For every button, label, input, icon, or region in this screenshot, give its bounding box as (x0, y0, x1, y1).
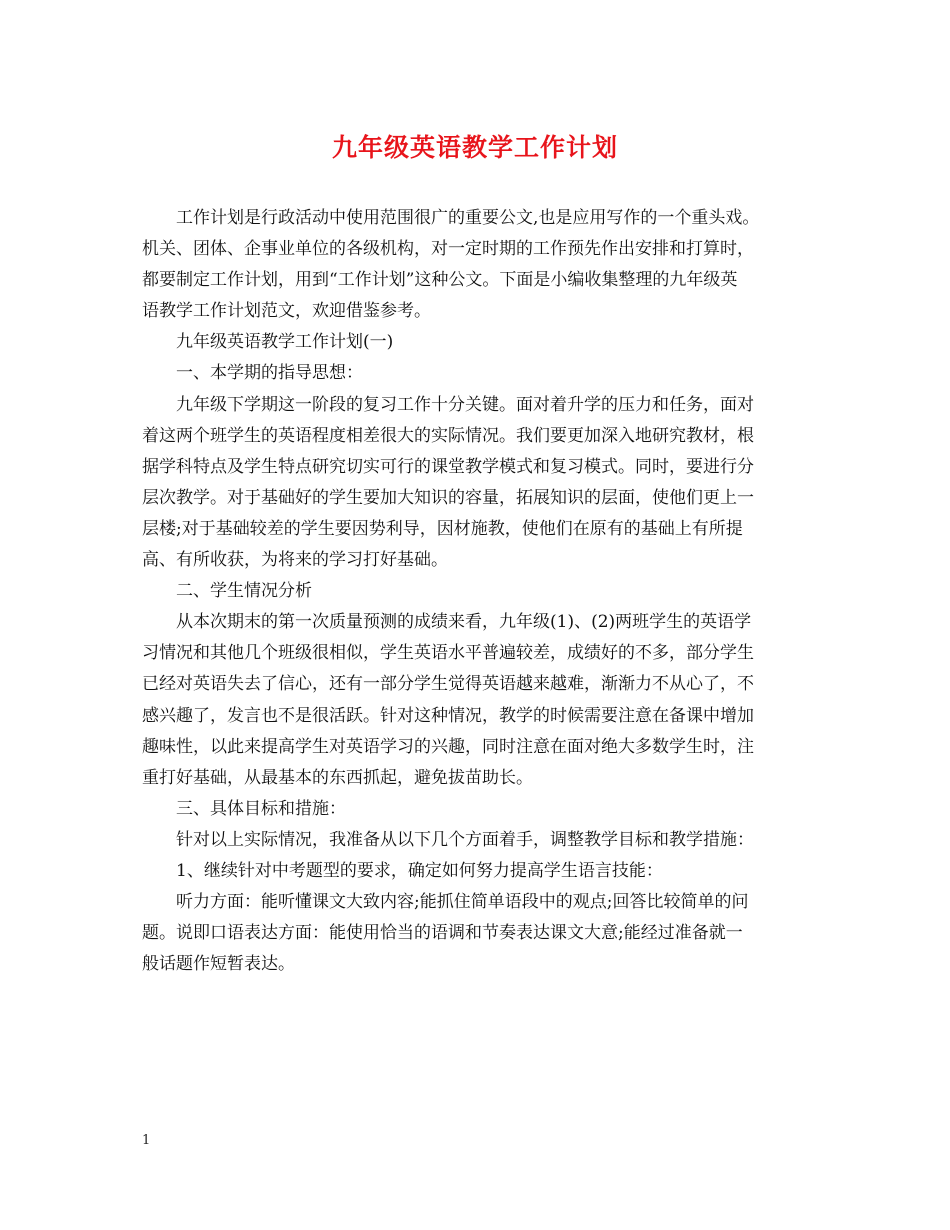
body-line: 题。说即口语表达方面：能使用恰当的语调和节奏表达课文大意;能经过准备就一 (142, 923, 743, 944)
body-line: 一、本学期的指导思想： (176, 363, 363, 384)
body-line: 1、继续针对中考题型的要求，确定如何努力提高学生语言技能： (176, 860, 663, 881)
body-line: 般话题作短暂表达。 (142, 954, 295, 975)
body-line: 趣味性，以此来提高学生对英语学习的兴趣，同时注意在面对绝大多数学生时，注 (142, 736, 754, 757)
body-line: 已经对英语失去了信心，还有一部分学生觉得英语越来越难，渐渐力不从心了，不 (142, 674, 754, 695)
body-line: 重打好基础，从最基本的东西抓起，避免拔苗助长。 (142, 767, 533, 788)
body-line: 工作计划是行政活动中使用范围很广的重要公文,也是应用写作的一个重头戏。 (176, 208, 760, 228)
body-line: 听力方面：能听懂课文大致内容;能抓住简单语段中的观点;回答比较简单的问 (176, 892, 749, 913)
body-line: 习情况和其他几个班级很相似，学生英语水平普遍较差，成绩好的不多，部分学生 (142, 643, 754, 664)
body-line: 三、具体目标和措施： (176, 798, 346, 819)
page-number: 1 (142, 1133, 151, 1148)
body-line: 针对以上实际情况，我准备从以下几个方面着手，调整教学目标和教学措施： (176, 829, 754, 850)
document-body (142, 203, 832, 980)
body-line: 九年级下学期这一阶段的复习工作十分关键。面对着升学的压力和任务，面对 (176, 394, 754, 415)
body-line: 高、有所收获，为将来的学习打好基础。 (142, 550, 448, 571)
body-line: 据学科特点及学生特点研究切实可行的课堂教学模式和复习模式。同时，要进行分 (142, 456, 754, 477)
body-line: 从本次期末的第一次质量预测的成绩来看，九年级(1)、(2)两班学生的英语学 (176, 612, 752, 633)
document-title: 九年级英语教学工作计划 (331, 133, 618, 162)
body-line: 感兴趣了，发言也不是很活跃。针对这种情况，教学的时候需要注意在备课中增加 (142, 705, 754, 726)
body-line: 都要制定工作计划，用到“工作计划”这种公文。下面是小编收集整理的九年级英 (142, 270, 738, 291)
body-line: 二、学生情况分析 (176, 581, 312, 602)
body-line: 语教学工作计划范文，欢迎借鉴参考。 (142, 301, 431, 322)
body-line: 层楼;对于基础较差的学生要因势利导，因材施教，使他们在原有的基础上有所提 (142, 518, 743, 539)
body-line: 着这两个班学生的英语程度相差很大的实际情况。我们要更加深入地研究教材，根 (142, 425, 754, 446)
body-line: 九年级英语教学工作计划(一) (176, 332, 394, 353)
body-line: 层次教学。对于基础好的学生要加大知识的容量，拓展知识的层面，使他们更上一 (142, 487, 754, 508)
body-line: 机关、团体、企事业单位的各级机构，对一定时期的工作预先作出安排和打算时， (142, 239, 754, 260)
